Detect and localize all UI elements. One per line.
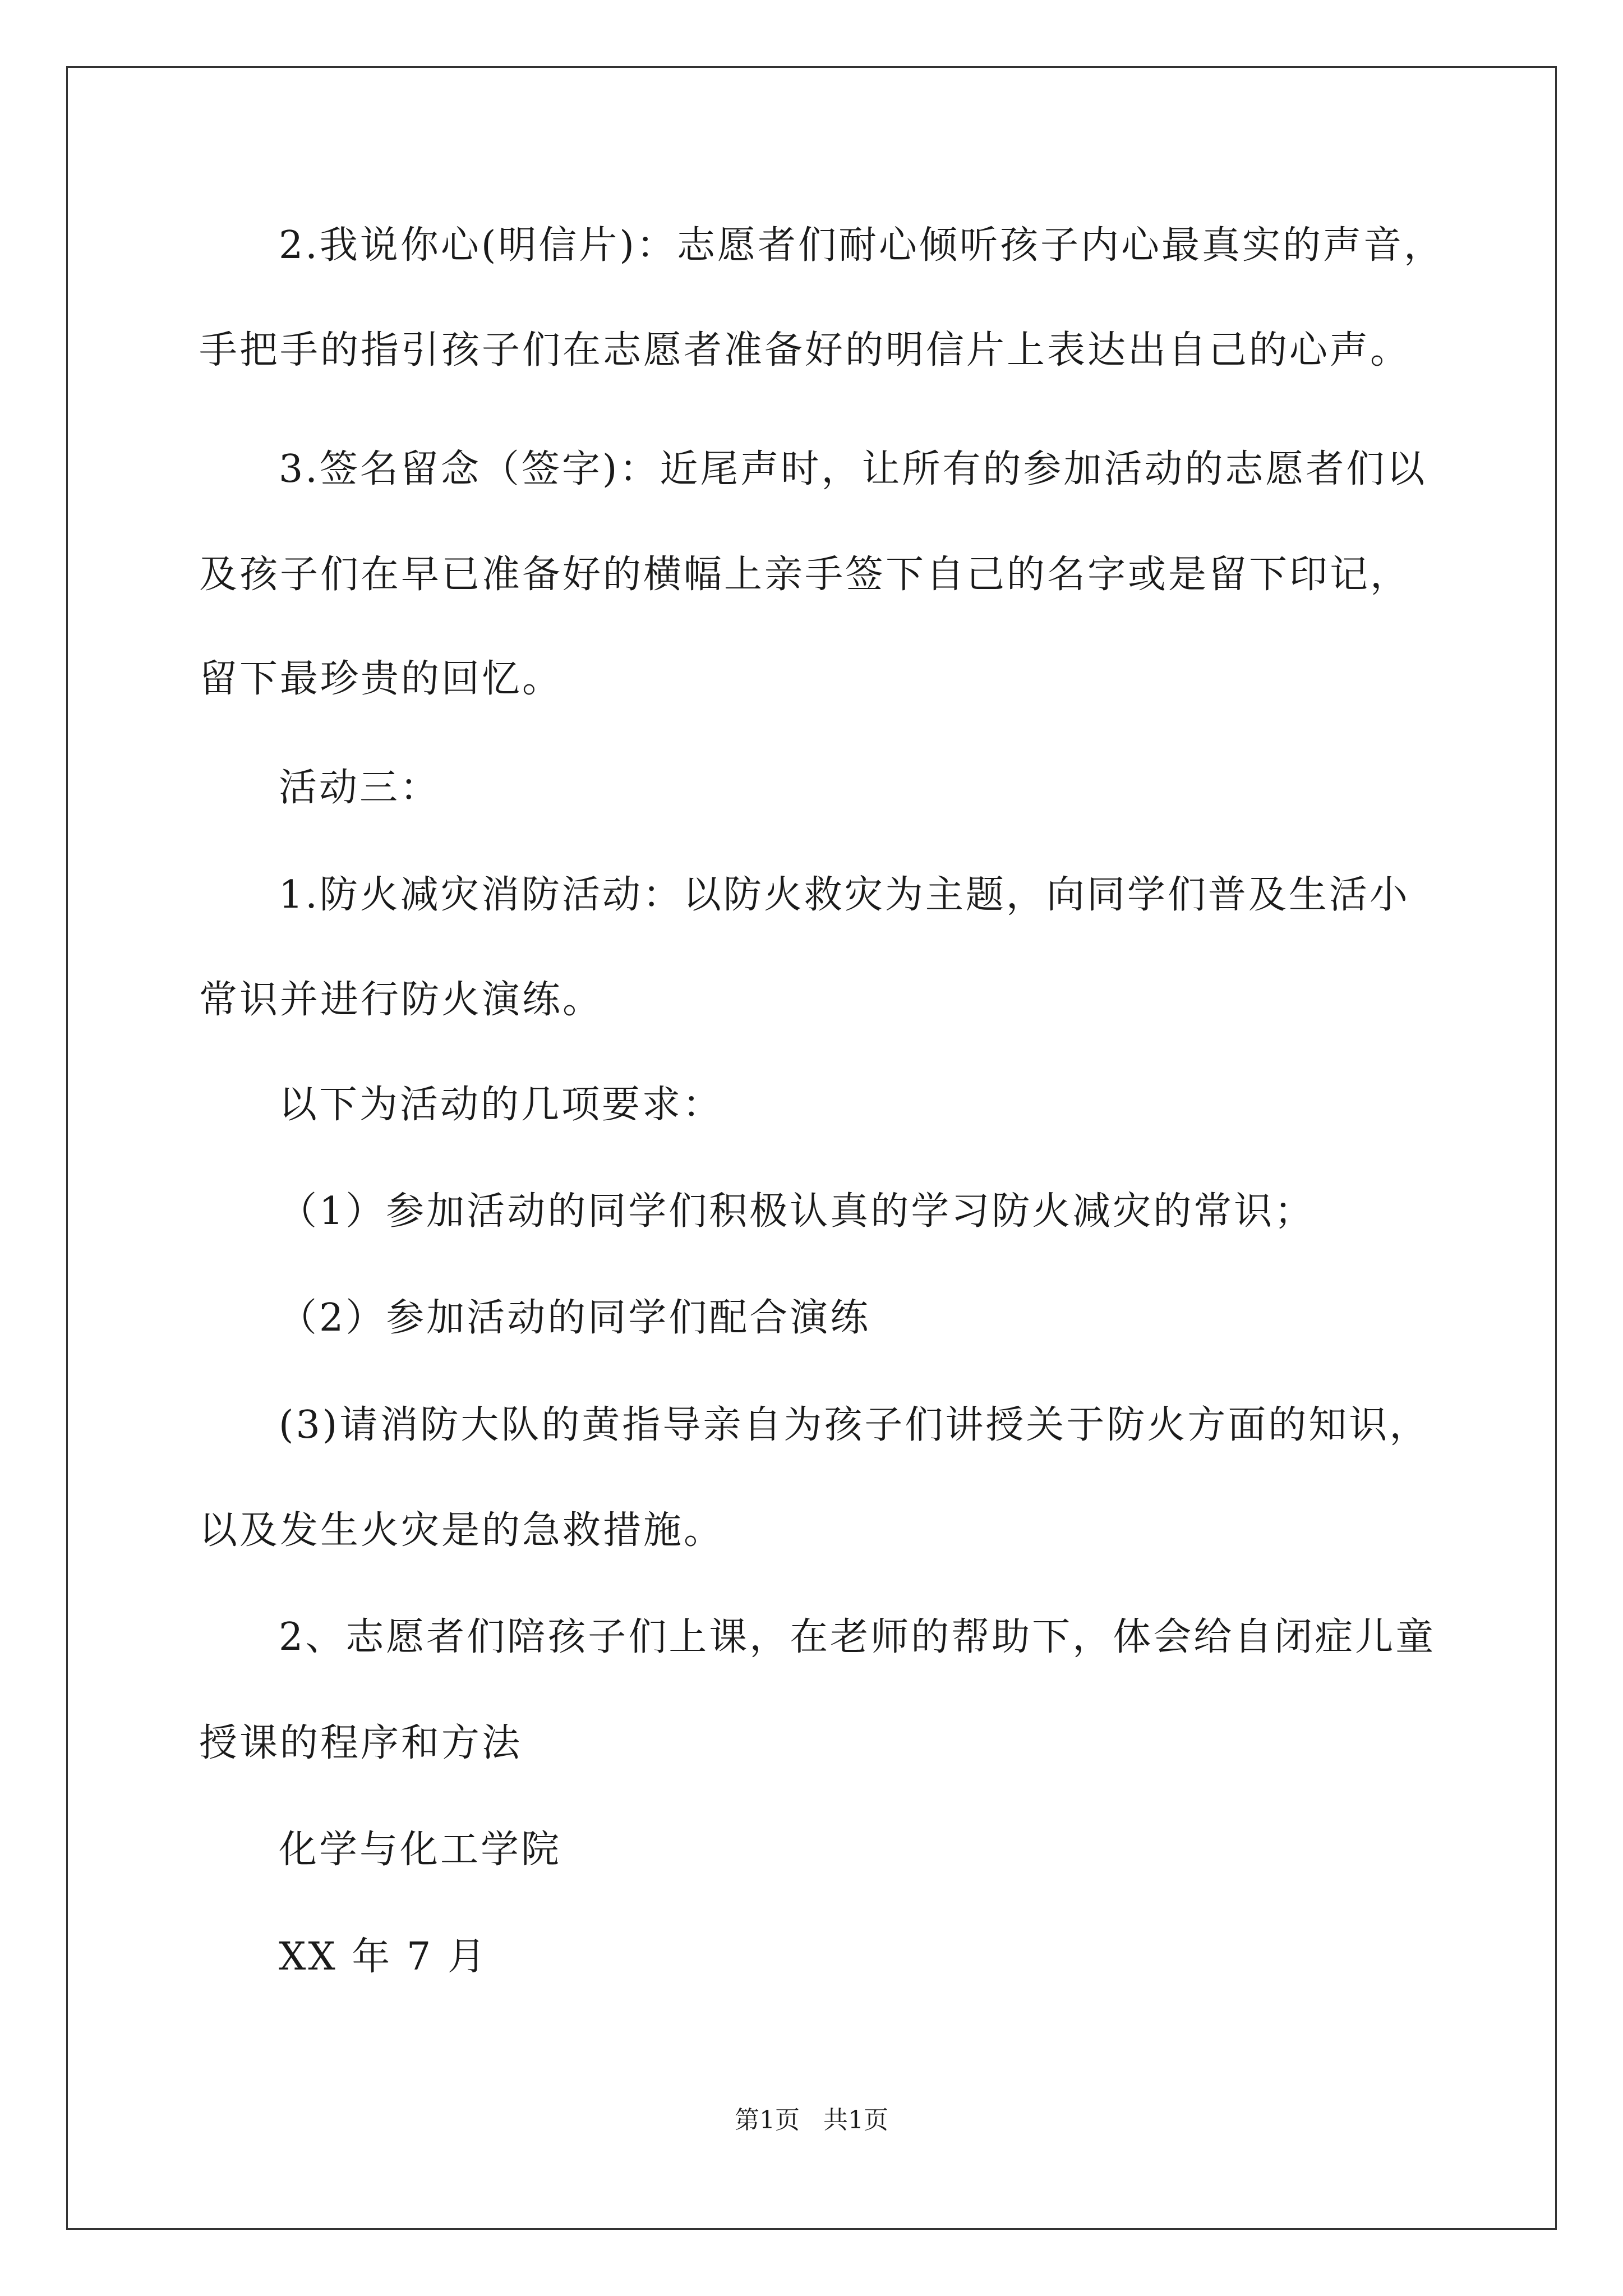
text-line: (3)请消防大队的黄指导亲自为孩子们讲授关于防火方面的知识， [279, 1403, 1430, 1447]
text-line: （1）参加活动的同学们积极认真的学习防火减灾的常识； [279, 1189, 1315, 1234]
text-line: 2、志愿者们陪孩子们上课，在老师的帮助下，体会给自闭症儿童 [279, 1615, 1436, 1659]
text-line: 1.防火减灾消防活动：以防火救灾为主题，向同学们普及生活小 [279, 873, 1410, 917]
text-line: 留下最珍贵的回忆。 [199, 657, 563, 701]
text-line: 3.签名留念（签字)：近尾声时，让所有的参加活动的志愿者们以 [279, 447, 1427, 491]
signature-date: XX 年 7 月 [279, 1935, 488, 1979]
text-line: 手把手的指引孩子们在志愿者准备好的明信片上表达出自己的心声。 [199, 328, 1411, 372]
text-line: （2）参加活动的同学们配合演练 [279, 1296, 871, 1340]
text-line: 以下为活动的几项要求： [279, 1083, 723, 1127]
page-footer: 第1页 共1页 [735, 2106, 888, 2134]
page-border [66, 66, 1557, 2230]
text-line: 活动三： [279, 766, 441, 810]
text-line: 2.我说你心(明信片)：志愿者们耐心倾听孩子内心最真实的声音， [279, 223, 1444, 268]
text-line: 常识并进行防火演练。 [199, 978, 603, 1022]
text-line: 以及发生火灾是的急救措施。 [199, 1508, 725, 1553]
text-line: 授课的程序和方法 [199, 1721, 523, 1765]
text-line: 及孩子们在早已准备好的横幅上亲手签下自己的名字或是留下印记， [199, 553, 1411, 597]
signature-org: 化学与化工学院 [279, 1828, 562, 1872]
